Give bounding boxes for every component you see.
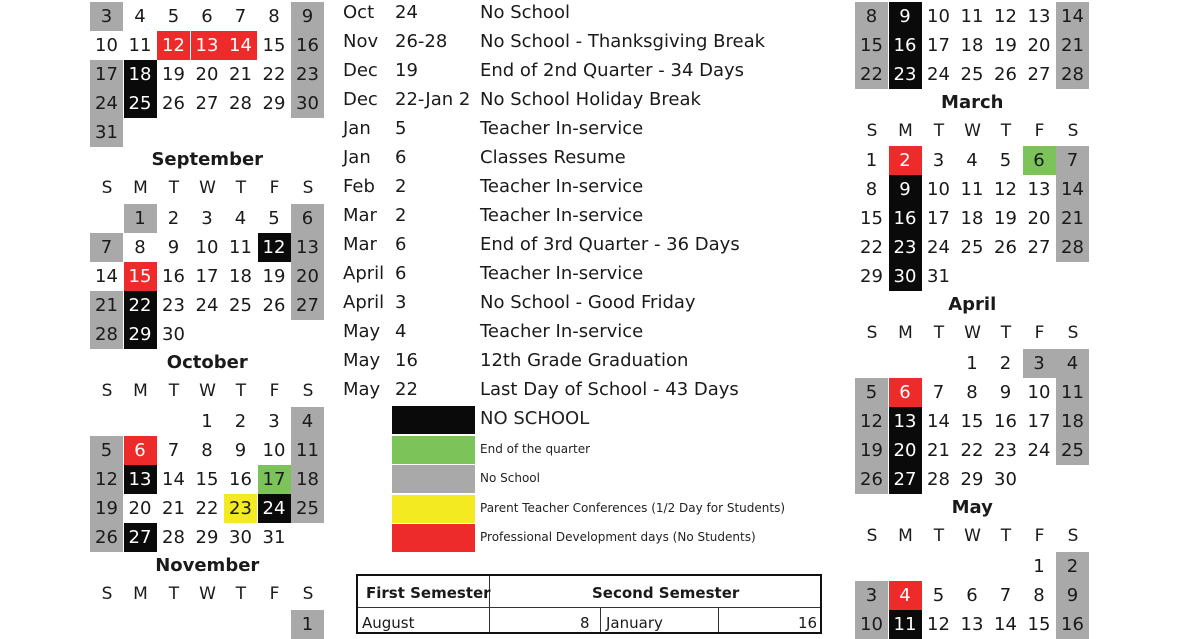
day-cell-august-30: 30 (291, 89, 324, 118)
event-day: 4 (395, 321, 407, 342)
day-cell-august-15: 15 (262, 35, 286, 56)
day-cell-september-4: 4 (234, 208, 247, 229)
day-cell-february-9: 9 (889, 2, 922, 31)
day-cell-august-12: 12 (157, 31, 190, 60)
day-cell-march-21: 21 (1056, 204, 1089, 233)
day-cell-march-2: 2 (889, 146, 922, 175)
day-cell-october-23: 23 (224, 494, 257, 523)
day-cell-march-19: 19 (994, 208, 1017, 229)
day-cell-march-11: 11 (960, 179, 984, 200)
day-cell-october-2: 2 (234, 411, 247, 432)
second-semester-header: Second Semester (592, 584, 740, 602)
day-cell-october-26: 26 (90, 523, 123, 552)
weekday-header: M (898, 323, 913, 343)
day-cell-august-8: 8 (268, 6, 280, 27)
day-cell-march-5: 5 (999, 150, 1012, 171)
day-cell-august-27: 27 (195, 93, 219, 114)
day-cell-october-5: 5 (90, 436, 123, 465)
weekday-header: S (302, 178, 314, 198)
day-cell-february-28: 28 (1056, 60, 1089, 89)
weekday-header: S (866, 526, 878, 546)
legend-label: No School (480, 471, 540, 485)
day-cell-september-28: 28 (90, 320, 123, 349)
day-cell-september-21: 21 (90, 291, 123, 320)
event-day: 6 (395, 263, 407, 284)
event-desc: Classes Resume (480, 147, 626, 168)
day-cell-september-11: 11 (229, 237, 252, 258)
day-cell-april-10: 10 (1027, 382, 1051, 403)
day-cell-february-14: 14 (1056, 2, 1089, 31)
day-cell-august-19: 19 (162, 64, 185, 85)
weekday-header: T (933, 323, 945, 343)
legend-swatch-red (392, 524, 475, 552)
weekday-header: W (199, 381, 216, 401)
weekday-header: W (964, 121, 981, 141)
day-cell-april-19: 19 (855, 436, 888, 465)
day-cell-august-20: 20 (195, 64, 219, 85)
day-cell-october-12: 12 (90, 465, 123, 494)
legend-label: NO SCHOOL (480, 408, 590, 429)
day-cell-august-31: 31 (90, 118, 123, 147)
weekday-header: M (898, 121, 913, 141)
day-cell-october-13: 13 (124, 465, 157, 494)
day-cell-october-7: 7 (167, 440, 180, 461)
month-title-april: April (948, 294, 997, 315)
weekday-header: T (1000, 323, 1012, 343)
day-cell-march-31: 31 (927, 266, 950, 287)
day-cell-august-17: 17 (90, 60, 123, 89)
day-cell-april-3: 3 (1023, 349, 1056, 378)
event-month: Nov (343, 31, 379, 52)
weekday-header: W (199, 584, 216, 604)
event-day: 2 (395, 205, 407, 226)
day-cell-october-15: 15 (195, 469, 219, 490)
day-cell-october-4: 4 (291, 407, 324, 436)
day-cell-august-26: 26 (162, 93, 185, 114)
day-cell-february-16: 16 (889, 31, 922, 60)
weekday-header: S (101, 178, 113, 198)
event-day: 19 (395, 60, 418, 81)
day-cell-october-24: 24 (258, 494, 291, 523)
day-cell-february-12: 12 (994, 6, 1017, 27)
day-cell-october-8: 8 (201, 440, 213, 461)
day-cell-september-24: 24 (195, 295, 219, 316)
day-cell-april-15: 15 (960, 411, 984, 432)
event-desc: Teacher In-service (480, 118, 644, 139)
day-cell-february-10: 10 (927, 6, 950, 27)
weekday-header: S (302, 381, 314, 401)
event-month: May (343, 350, 381, 371)
day-cell-september-8: 8 (134, 237, 146, 258)
event-month: Mar (343, 205, 377, 226)
day-cell-april-11: 11 (1056, 378, 1089, 407)
day-cell-february-22: 22 (855, 60, 888, 89)
day-cell-march-18: 18 (960, 208, 984, 229)
weekday-header: S (866, 323, 878, 343)
day-cell-september-2: 2 (167, 208, 180, 229)
day-cell-may-5: 5 (932, 585, 945, 606)
day-cell-april-20: 20 (889, 436, 922, 465)
day-cell-may-16: 16 (1056, 610, 1089, 639)
day-cell-october-30: 30 (229, 527, 252, 548)
day-cell-march-7: 7 (1056, 146, 1089, 175)
day-cell-september-1: 1 (124, 204, 157, 233)
weekday-header: S (302, 584, 314, 604)
day-cell-april-16: 16 (994, 411, 1017, 432)
day-cell-april-7: 7 (932, 382, 945, 403)
event-desc: No School Holiday Break (480, 89, 701, 110)
day-cell-september-19: 19 (262, 266, 286, 287)
event-month: Jan (343, 147, 371, 168)
event-desc: Teacher In-service (480, 263, 644, 284)
day-cell-march-10: 10 (927, 179, 950, 200)
day-cell-may-12: 12 (927, 614, 950, 635)
day-cell-april-1: 1 (966, 353, 978, 374)
weekday-header: S (866, 121, 878, 141)
day-cell-march-1: 1 (865, 150, 878, 171)
day-cell-march-14: 14 (1056, 175, 1089, 204)
day-cell-october-1: 1 (201, 411, 213, 432)
day-cell-september-9: 9 (167, 237, 180, 258)
day-cell-may-14: 14 (994, 614, 1017, 635)
day-cell-april-9: 9 (999, 382, 1012, 403)
day-cell-march-4: 4 (966, 150, 978, 171)
day-cell-august-23: 23 (291, 60, 324, 89)
day-cell-february-11: 11 (960, 6, 984, 27)
first-semester-value: 8 (580, 614, 590, 632)
first-semester-month: August (362, 614, 415, 632)
day-cell-march-30: 30 (889, 262, 922, 291)
day-cell-october-6: 6 (124, 436, 157, 465)
day-cell-september-27: 27 (291, 291, 324, 320)
day-cell-august-18: 18 (124, 60, 157, 89)
event-day: 5 (395, 118, 407, 139)
day-cell-september-10: 10 (195, 237, 219, 258)
day-cell-april-8: 8 (966, 382, 978, 403)
event-day: 26-28 (395, 31, 448, 52)
day-cell-august-25: 25 (124, 89, 157, 118)
day-cell-march-24: 24 (927, 237, 950, 258)
weekday-header: W (964, 323, 981, 343)
day-cell-august-28: 28 (229, 93, 252, 114)
event-month: Oct (343, 2, 375, 23)
weekday-header: S (101, 381, 113, 401)
day-cell-september-16: 16 (162, 266, 185, 287)
event-desc: No School (480, 2, 570, 23)
day-cell-august-6: 6 (201, 6, 213, 27)
day-cell-april-12: 12 (855, 407, 888, 436)
day-cell-february-21: 21 (1056, 31, 1089, 60)
event-desc: No School - Good Friday (480, 292, 696, 313)
month-title-march: March (941, 92, 1004, 113)
weekday-header: F (1034, 526, 1045, 546)
weekday-header: T (168, 178, 180, 198)
day-cell-april-21: 21 (927, 440, 950, 461)
weekday-header: M (133, 381, 148, 401)
day-cell-october-10: 10 (262, 440, 286, 461)
day-cell-september-3: 3 (201, 208, 213, 229)
legend-swatch-green (392, 436, 475, 464)
legend-label: Professional Development days (No Students) (480, 530, 756, 544)
weekday-header: S (101, 584, 113, 604)
day-cell-august-13: 13 (191, 31, 224, 60)
day-cell-september-18: 18 (229, 266, 252, 287)
day-cell-april-5: 5 (855, 378, 888, 407)
day-cell-october-11: 11 (291, 436, 324, 465)
day-cell-april-14: 14 (927, 411, 950, 432)
event-desc: End of 2nd Quarter - 34 Days (480, 60, 745, 81)
day-cell-march-22: 22 (860, 237, 883, 258)
weekday-header: T (933, 526, 945, 546)
legend-swatch-gray (392, 465, 475, 493)
day-cell-october-31: 31 (262, 527, 286, 548)
day-cell-march-26: 26 (994, 237, 1017, 258)
weekday-header: T (235, 584, 247, 604)
day-cell-august-5: 5 (167, 6, 180, 27)
day-cell-april-23: 23 (994, 440, 1017, 461)
second-semester-month: January (606, 614, 663, 632)
day-cell-february-8: 8 (855, 2, 888, 31)
event-day: 6 (395, 147, 407, 168)
day-cell-september-26: 26 (262, 295, 286, 316)
event-desc: Teacher In-service (480, 321, 644, 342)
month-title-may: May (951, 497, 993, 518)
day-cell-march-16: 16 (889, 204, 922, 233)
day-cell-march-3: 3 (932, 150, 945, 171)
day-cell-september-23: 23 (162, 295, 185, 316)
day-cell-september-7: 7 (90, 233, 123, 262)
event-month: Feb (343, 176, 375, 197)
day-cell-september-13: 13 (291, 233, 324, 262)
event-day: 3 (395, 292, 407, 313)
day-cell-september-5: 5 (268, 208, 280, 229)
day-cell-march-13: 13 (1027, 179, 1051, 200)
day-cell-october-29: 29 (195, 527, 219, 548)
day-cell-may-15: 15 (1027, 614, 1051, 635)
day-cell-april-26: 26 (855, 465, 888, 494)
day-cell-may-10: 10 (855, 610, 888, 639)
first-semester-header: First Semester (366, 584, 491, 602)
event-month: Jan (343, 118, 371, 139)
day-cell-september-22: 22 (124, 291, 157, 320)
day-cell-april-24: 24 (1027, 440, 1051, 461)
day-cell-september-17: 17 (195, 266, 219, 287)
day-cell-august-14: 14 (224, 31, 257, 60)
weekday-header: W (964, 526, 981, 546)
day-cell-february-15: 15 (855, 31, 888, 60)
weekday-header: F (1034, 323, 1045, 343)
day-cell-march-12: 12 (994, 179, 1017, 200)
weekday-header: T (168, 584, 180, 604)
weekday-header: F (269, 178, 280, 198)
day-cell-may-6: 6 (966, 585, 978, 606)
day-cell-april-29: 29 (960, 469, 984, 490)
day-cell-april-13: 13 (889, 407, 922, 436)
event-desc: End of 3rd Quarter - 36 Days (480, 234, 740, 255)
day-cell-august-29: 29 (262, 93, 286, 114)
day-cell-october-18: 18 (291, 465, 324, 494)
weekday-header: S (1067, 323, 1079, 343)
weekday-header: F (269, 381, 280, 401)
weekday-header: F (1034, 121, 1045, 141)
day-cell-april-28: 28 (927, 469, 950, 490)
day-cell-october-28: 28 (162, 527, 185, 548)
day-cell-april-30: 30 (994, 469, 1017, 490)
weekday-header: S (1067, 121, 1079, 141)
event-month: April (343, 292, 385, 313)
day-cell-october-16: 16 (229, 469, 252, 490)
event-desc: Last Day of School - 43 Days (480, 379, 739, 400)
day-cell-april-18: 18 (1056, 407, 1089, 436)
day-cell-october-21: 21 (162, 498, 185, 519)
day-cell-may-7: 7 (999, 585, 1012, 606)
day-cell-august-9: 9 (291, 2, 324, 31)
weekday-header: T (1000, 121, 1012, 141)
event-month: April (343, 263, 385, 284)
legend-swatch-yellow (392, 495, 475, 523)
day-cell-september-25: 25 (229, 295, 252, 316)
day-cell-march-8: 8 (865, 179, 878, 200)
day-cell-august-7: 7 (234, 6, 247, 27)
semester-days-table (356, 574, 822, 634)
day-cell-may-13: 13 (960, 614, 984, 635)
day-cell-february-25: 25 (960, 64, 984, 85)
day-cell-september-6: 6 (291, 204, 324, 233)
day-cell-march-28: 28 (1056, 233, 1089, 262)
event-day: 6 (395, 234, 407, 255)
day-cell-april-17: 17 (1027, 411, 1051, 432)
weekday-header: T (168, 381, 180, 401)
event-day: 16 (395, 350, 418, 371)
day-cell-february-24: 24 (927, 64, 950, 85)
day-cell-may-11: 11 (889, 610, 922, 639)
day-cell-august-21: 21 (229, 64, 252, 85)
day-cell-february-13: 13 (1027, 6, 1051, 27)
day-cell-october-25: 25 (291, 494, 324, 523)
day-cell-may-1: 1 (1033, 556, 1045, 577)
month-title-october: October (166, 352, 248, 373)
day-cell-march-6: 6 (1023, 146, 1056, 175)
weekday-header: F (269, 584, 280, 604)
event-day: 2 (395, 176, 407, 197)
day-cell-september-30: 30 (162, 324, 185, 345)
legend-label: End of the quarter (480, 441, 591, 456)
day-cell-march-15: 15 (860, 208, 883, 229)
day-cell-march-20: 20 (1027, 208, 1051, 229)
day-cell-october-22: 22 (195, 498, 219, 519)
weekday-header: M (133, 584, 148, 604)
event-month: Mar (343, 234, 377, 255)
day-cell-april-27: 27 (889, 465, 922, 494)
day-cell-september-15: 15 (124, 262, 157, 291)
legend-label: Parent Teacher Conferences (1/2 Day for Students) (480, 500, 786, 515)
day-cell-february-17: 17 (927, 35, 950, 56)
day-cell-august-22: 22 (262, 64, 286, 85)
day-cell-september-12: 12 (258, 233, 291, 262)
weekday-header: T (235, 178, 247, 198)
weekday-header: M (898, 526, 913, 546)
day-cell-august-11: 11 (128, 35, 152, 56)
day-cell-october-17: 17 (258, 465, 291, 494)
day-cell-may-2: 2 (1056, 552, 1089, 581)
day-cell-august-24: 24 (90, 89, 123, 118)
day-cell-august-4: 4 (134, 6, 146, 27)
day-cell-september-29: 29 (124, 320, 157, 349)
day-cell-march-9: 9 (889, 175, 922, 204)
day-cell-march-29: 29 (860, 266, 883, 287)
day-cell-may-9: 9 (1056, 581, 1089, 610)
weekday-header: M (133, 178, 148, 198)
day-cell-march-23: 23 (889, 233, 922, 262)
day-cell-march-17: 17 (927, 208, 950, 229)
month-title-september: September (151, 149, 264, 170)
day-cell-april-6: 6 (889, 378, 922, 407)
day-cell-february-27: 27 (1027, 64, 1051, 85)
day-cell-march-27: 27 (1027, 237, 1051, 258)
weekday-header: T (933, 121, 945, 141)
month-title-november: November (155, 555, 260, 576)
day-cell-april-25: 25 (1056, 436, 1089, 465)
event-month: May (343, 379, 381, 400)
weekday-header: T (235, 381, 247, 401)
day-cell-november-1: 1 (291, 610, 324, 639)
event-day: 22 (395, 379, 418, 400)
event-month: May (343, 321, 381, 342)
event-desc: No School - Thanksgiving Break (480, 31, 766, 52)
day-cell-march-25: 25 (960, 237, 984, 258)
event-desc: Teacher In-service (480, 205, 644, 226)
weekday-header: W (199, 178, 216, 198)
event-day: 24 (395, 2, 418, 23)
day-cell-may-4: 4 (889, 581, 922, 610)
day-cell-october-20: 20 (128, 498, 152, 519)
day-cell-may-3: 3 (855, 581, 888, 610)
day-cell-february-23: 23 (889, 60, 922, 89)
day-cell-august-3: 3 (90, 2, 123, 31)
day-cell-october-27: 27 (124, 523, 157, 552)
day-cell-february-18: 18 (960, 35, 984, 56)
day-cell-august-16: 16 (291, 31, 324, 60)
day-cell-october-3: 3 (268, 411, 280, 432)
event-month: Dec (343, 89, 378, 110)
day-cell-october-19: 19 (90, 494, 123, 523)
day-cell-august-10: 10 (95, 35, 118, 56)
event-desc: Teacher In-service (480, 176, 644, 197)
weekday-header: T (1000, 526, 1012, 546)
second-semester-value: 16 (798, 614, 818, 632)
event-day: 22-Jan 2 (395, 89, 471, 110)
event-month: Dec (343, 60, 378, 81)
day-cell-october-14: 14 (162, 469, 185, 490)
day-cell-february-26: 26 (994, 64, 1017, 85)
legend-swatch-black (392, 406, 475, 434)
day-cell-february-20: 20 (1027, 35, 1051, 56)
day-cell-october-9: 9 (234, 440, 247, 461)
event-desc: 12th Grade Graduation (480, 350, 689, 371)
day-cell-may-8: 8 (1033, 585, 1045, 606)
day-cell-april-22: 22 (960, 440, 984, 461)
weekday-header: S (1067, 526, 1079, 546)
day-cell-february-19: 19 (994, 35, 1017, 56)
day-cell-april-2: 2 (999, 353, 1012, 374)
day-cell-september-20: 20 (291, 262, 324, 291)
day-cell-april-4: 4 (1056, 349, 1089, 378)
day-cell-september-14: 14 (95, 266, 118, 287)
